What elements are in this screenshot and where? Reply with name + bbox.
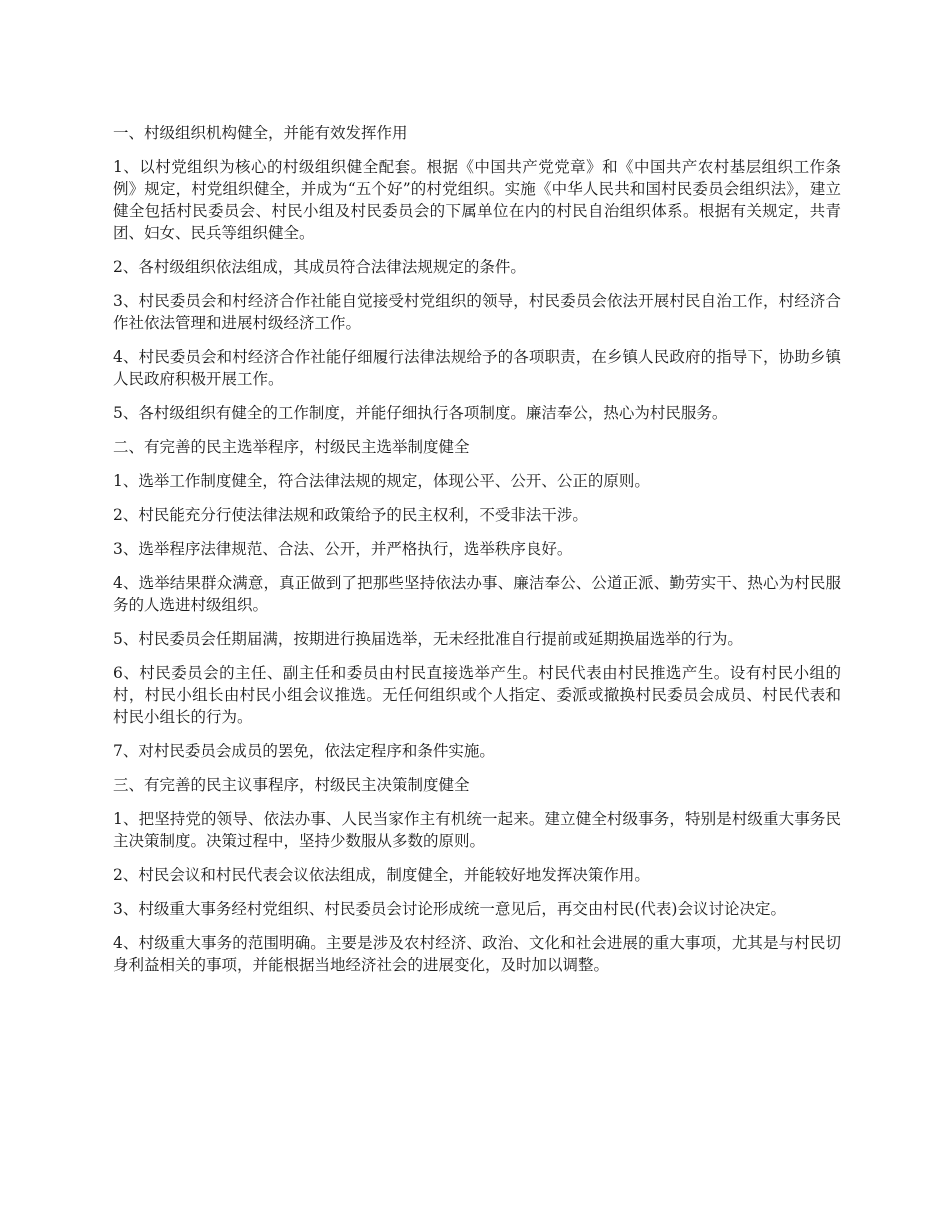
paragraph: 1、选举工作制度健全，符合法律法规的规定，体现公平、公开、公正的原则。 <box>113 472 650 490</box>
paragraph: 1、以村党组织为核心的村级组织健全配套。根据《中国共产党党章》和《中国共产农村基层组织工作条例》规定，村党组织健全，并成为“五个好”的村党组织。实施《中华人民共和国村民委员会组织法》，建立健全包括村民委员会、村民小组及村民委员会的下属单位在内的村民自治组织体系。根据有关规定，共青团、妇女、民兵等组织健全。 <box>113 158 841 242</box>
section-1 <box>113 122 841 424</box>
document-body <box>113 122 841 988</box>
section-heading: 三、有完善的民主议事程序，村级民主决策制度健全 <box>113 776 470 794</box>
paragraph: 6、村民委员会的主任、副主任和委员由村民直接选举产生。村民代表由村民推选产生。设有村民小组的村，村民小组长由村民小组会议推选。无任何组织或个人指定、委派或撤换村民委员会成员、村民代表和村民小组长的行为。 <box>113 664 841 726</box>
paragraph: 3、村民委员会和村经济合作社能自觉接受村党组织的领导，村民委员会依法开展村民自治工作，村经济合作社依法管理和进展村级经济工作。 <box>113 292 841 332</box>
paragraph: 4、村民委员会和村经济合作社能仔细履行法律法规给予的各项职责，在乡镇人民政府的指导下，协助乡镇人民政府积极开展工作。 <box>113 348 841 388</box>
section-3 <box>113 774 841 976</box>
paragraph: 4、村级重大事务的范围明确。主要是涉及农村经济、政治、文化和社会进展的重大事项，尤其是与村民切身利益相关的事项，并能根据当地经济社会的进展变化，及时加以调整。 <box>113 934 841 974</box>
section-2 <box>113 436 841 762</box>
section-heading: 二、有完善的民主选举程序，村级民主选举制度健全 <box>113 438 470 456</box>
section-heading: 一、村级组织机构健全，并能有效发挥作用 <box>113 124 408 142</box>
paragraph: 2、村民能充分行使法律法规和政策给予的民主权利，不受非法干涉。 <box>113 506 588 524</box>
paragraph: 2、各村级组织依法组成，其成员符合法律法规规定的条件。 <box>113 258 526 276</box>
paragraph: 2、村民会议和村民代表会议依法组成，制度健全，并能较好地发挥决策作用。 <box>113 866 650 884</box>
paragraph: 1、把坚持党的领导、依法办事、人民当家作主有机统一起来。建立健全村级事务，特别是村级重大事务民主决策制度。决策过程中，坚持少数服从多数的原则。 <box>113 810 841 850</box>
paragraph: 5、各村级组织有健全的工作制度，并能仔细执行各项制度。廉洁奉公，热心为村民服务。 <box>113 404 728 422</box>
paragraph: 7、对村民委员会成员的罢免，依法定程序和条件实施。 <box>113 742 495 760</box>
paragraph: 5、村民委员会任期届满，按期进行换届选举，无未经批准自行提前或延期换届选举的行为。 <box>113 630 743 648</box>
paragraph: 3、村级重大事务经村党组织、村民委员会讨论形成统一意见后，再交由村民(代表)会议讨论决定。 <box>113 900 786 918</box>
paragraph: 4、选举结果群众满意，真正做到了把那些坚持依法办事、廉洁奉公、公道正派、勤劳实干、热心为村民服务的人选进村级组织。 <box>113 574 841 614</box>
paragraph: 3、选举程序法律规范、合法、公开，并严格执行，选举秩序良好。 <box>113 540 573 558</box>
